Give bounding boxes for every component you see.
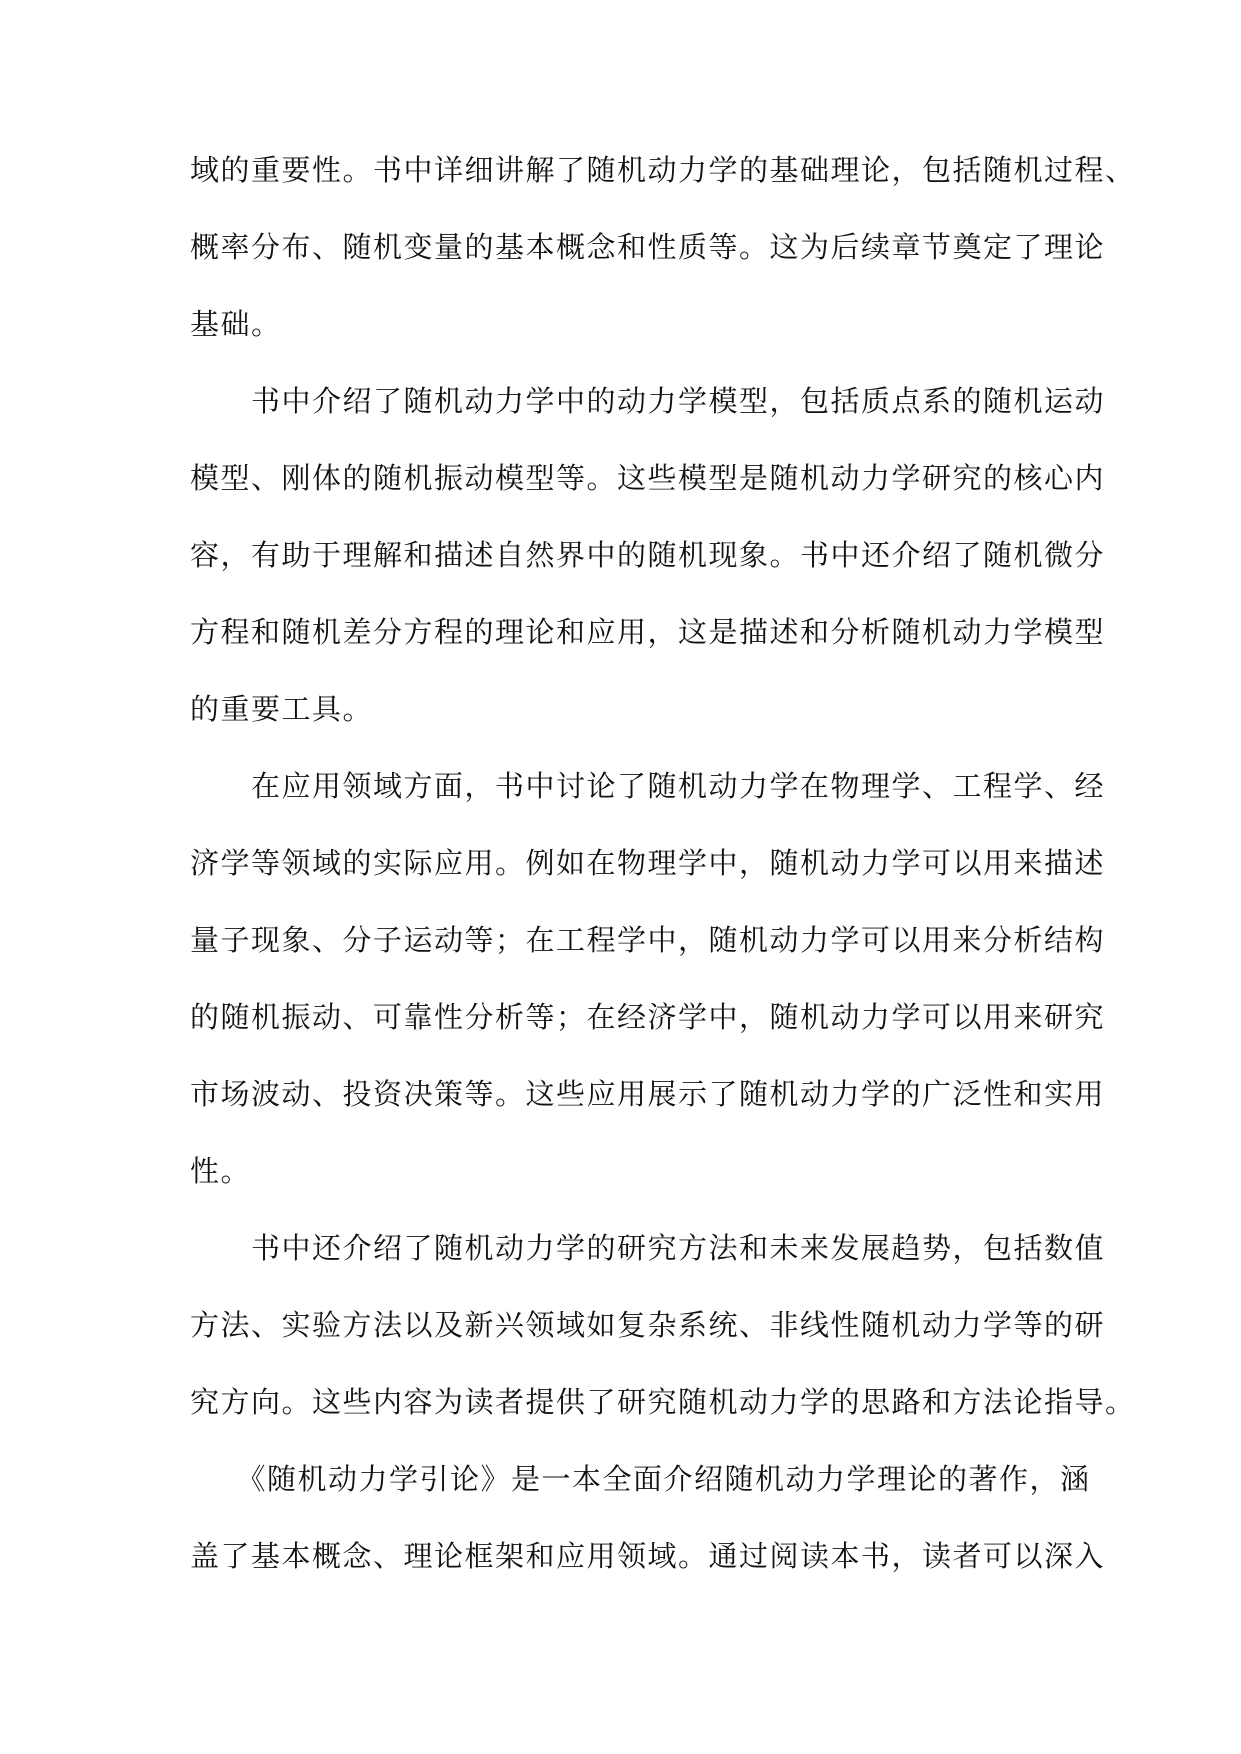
body-text [190,140,1136,1603]
text-line: 《随机动力学引论》是一本全面介绍随机动力学理论的著作，涵 [190,1462,1091,1496]
text-line: 量子现象、分子运动等；在工程学中，随机动力学可以用来分析结构 [190,923,1106,957]
text-line: 域的重要性。书中详细讲解了随机动力学的基础理论，包括随机过程、 [190,153,1136,187]
text-line: 的随机振动、可靠性分析等；在经济学中，随机动力学可以用来研究 [190,1000,1106,1034]
text-line: 书中介绍了随机动力学中的动力学模型，包括质点系的随机运动 [190,384,1106,418]
text-line: 书中还介绍了随机动力学的研究方法和未来发展趋势，包括数值 [190,1231,1106,1265]
text-line: 的重要工具。 [190,692,374,726]
text-line: 济学等领域的实际应用。例如在物理学中，随机动力学可以用来描述 [190,846,1106,880]
text-line: 模型、刚体的随机振动模型等。这些模型是随机动力学研究的核心内 [190,461,1106,495]
text-line: 方法、实验方法以及新兴领域如复杂系统、非线性随机动力学等的研 [190,1308,1106,1342]
text-line: 方程和随机差分方程的理论和应用，这是描述和分析随机动力学模型 [190,615,1106,649]
text-line: 性。 [190,1154,252,1188]
text-line: 基础。 [190,307,282,341]
text-line: 容，有助于理解和描述自然界中的随机现象。书中还介绍了随机微分 [190,538,1106,572]
text-line: 盖了基本概念、理论框架和应用领域。通过阅读本书，读者可以深入 [190,1539,1106,1573]
text-line: 市场波动、投资决策等。这些应用展示了随机动力学的广泛性和实用 [190,1077,1106,1111]
text-line: 概率分布、随机变量的基本概念和性质等。这为后续章节奠定了理论 [190,230,1106,264]
text-line: 在应用领域方面，书中讨论了随机动力学在物理学、工程学、经 [190,769,1106,803]
text-line: 究方向。这些内容为读者提供了研究随机动力学的思路和方法论指导。 [190,1385,1136,1419]
